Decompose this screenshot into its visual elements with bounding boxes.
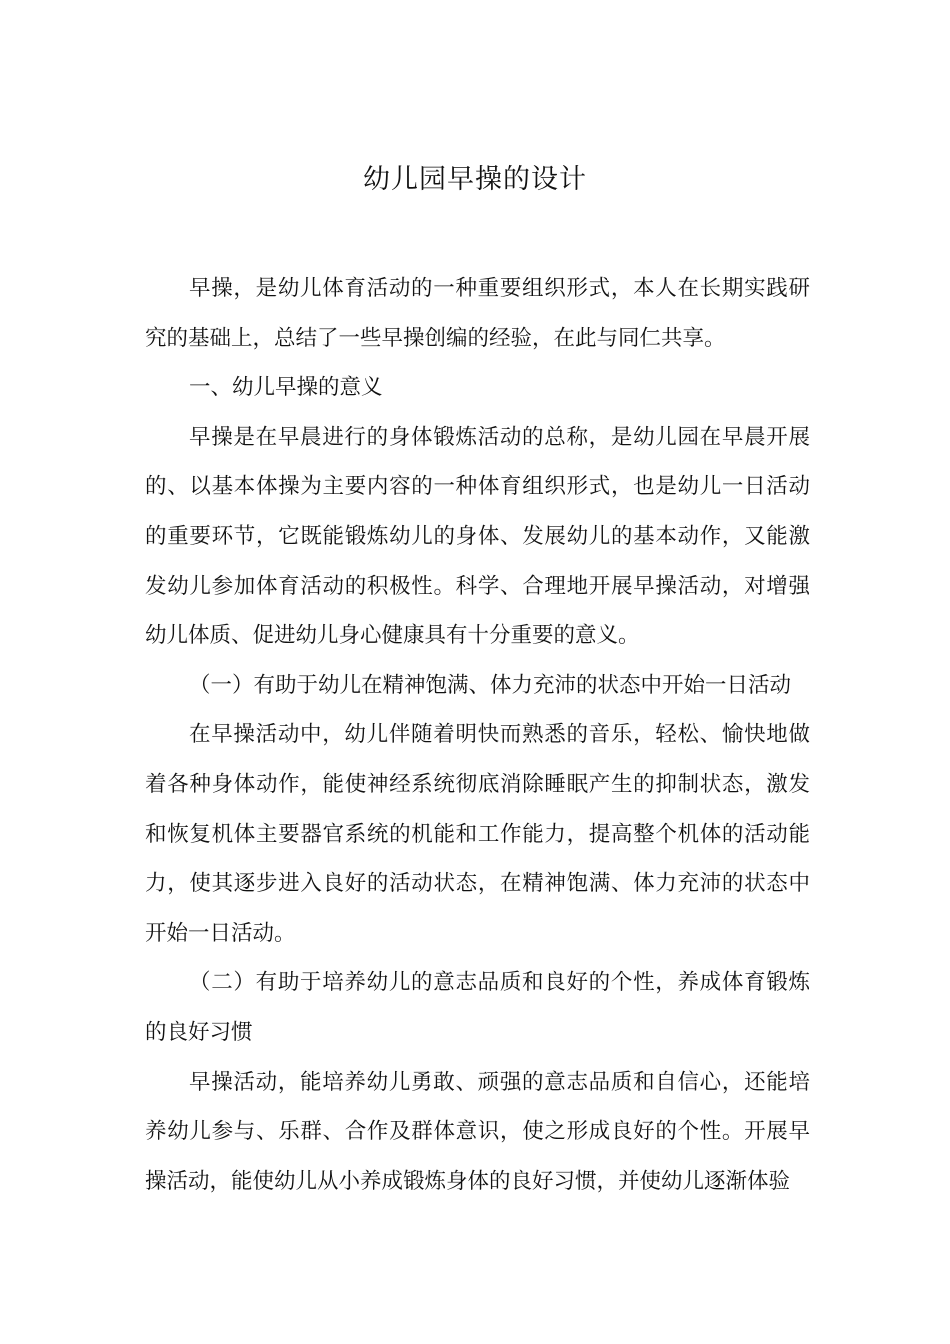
subsection-1-paragraph: 在早操活动中，幼儿伴随着明快而熟悉的音乐，轻松、愉快地做着各种身体动作，能使神经系统彻底消除睡眠产生的抑制状态，激发和恢复机体主要器官系统的机能和工作能力，提高整个机体的活动能力，使其逐步进入良好的活动状态，在精神饱满、体力充沛的状态中开始一日活动。 [145, 722, 810, 946]
document-title: 幼儿园早操的设计 [363, 164, 587, 195]
subsection-heading-2: （二）有助于培养幼儿的意志品质和良好的个性，养成体育锻炼的良好习惯 [145, 970, 810, 1045]
subsection-heading-1: （一）有助于幼儿在精神饱满、体力充沛的状态中开始一日活动 [189, 672, 792, 698]
document-body [145, 264, 810, 1206]
intro-paragraph: 早操，是幼儿体育活动的一种重要组织形式，本人在长期实践研究的基础上，总结了一些早操创编的经验，在此与同仁共享。 [145, 276, 810, 351]
section-heading-1: 一、幼儿早操的意义 [189, 375, 383, 401]
section-1-paragraph: 早操是在早晨进行的身体锻炼活动的总称，是幼儿园在早晨开展的、以基本体操为主要内容的一种体育组织形式，也是幼儿一日活动的重要环节，它既能锻炼幼儿的身体、发展幼儿的基本动作，又能激发幼儿参加体育活动的积极性。科学、合理地开展早操活动，对增强幼儿体质、促进幼儿身心健康具有十分重要的意义。 [145, 424, 810, 649]
subsection-2-paragraph: 早操活动，能培养幼儿勇敢、顽强的意志品质和自信心，还能培养幼儿参与、乐群、合作及群体意识，使之形成良好的个性。开展早操活动，能使幼儿从小养成锻炼身体的良好习惯，并使幼儿逐渐体验 [145, 1069, 810, 1194]
